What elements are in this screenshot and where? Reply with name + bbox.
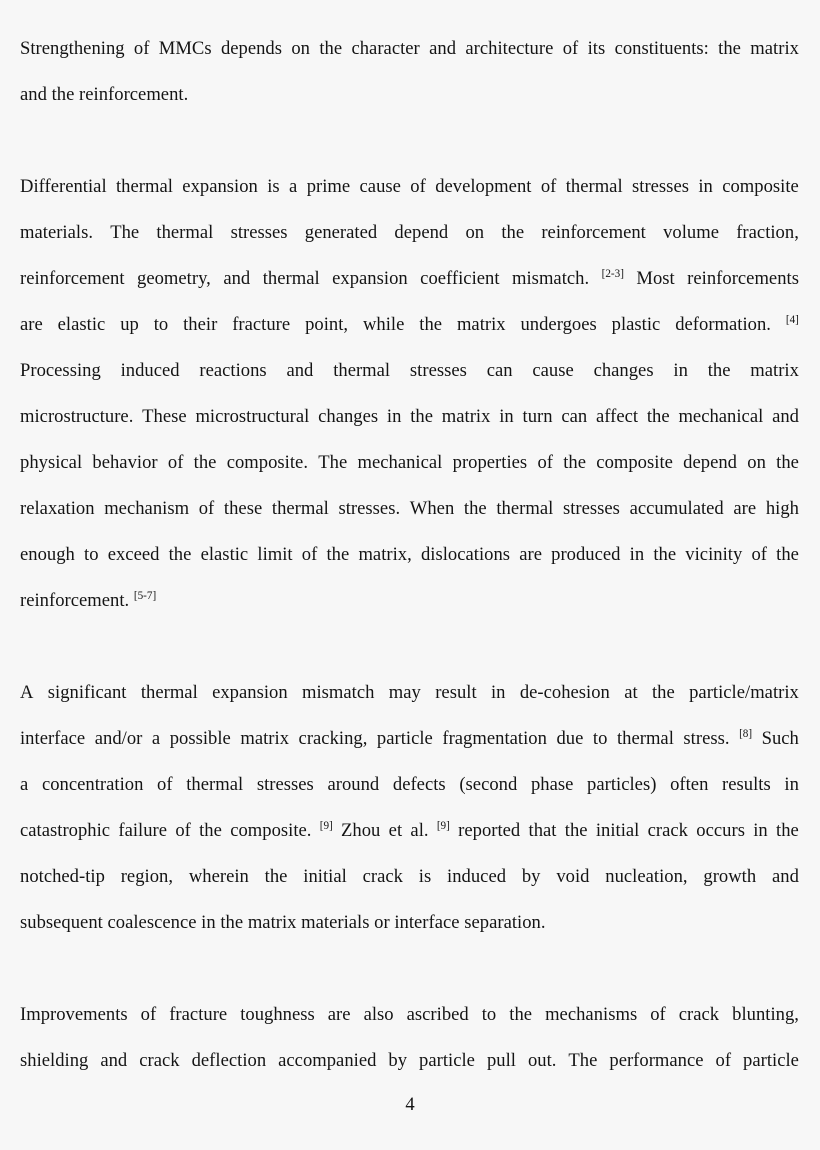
- text-word: generated: [304, 222, 378, 243]
- text-word: volume: [663, 222, 719, 243]
- text-word: particle: [376, 728, 433, 749]
- text-word: thermal: [616, 728, 674, 749]
- text-word: in: [698, 176, 713, 197]
- text-word: thermal: [262, 268, 320, 289]
- text-word: induced: [120, 360, 180, 381]
- text-word: their: [183, 314, 218, 335]
- text-word: reinforcement: [541, 222, 646, 243]
- text-word: of: [198, 498, 215, 519]
- text-word: expansion: [182, 176, 258, 197]
- citation-marker: [5-7]: [133, 589, 157, 602]
- text-word: de-cohesion: [519, 682, 610, 703]
- text-word: crack: [139, 1050, 180, 1071]
- text-word: may: [388, 682, 421, 703]
- text-word: a: [151, 728, 161, 749]
- text-word: and: [223, 268, 251, 289]
- text-word: coefficient: [420, 268, 500, 289]
- text-word: particle: [419, 1050, 475, 1071]
- text-word: to: [153, 314, 169, 335]
- text-line: reinforcement. [5-7]: [20, 589, 157, 611]
- text-word: the: [410, 406, 433, 427]
- text-word: of: [650, 1004, 666, 1025]
- text-word: by: [521, 866, 541, 887]
- text-word: growth: [703, 866, 757, 887]
- text-word: reinforcement: [20, 268, 125, 289]
- text-word: of: [562, 38, 579, 59]
- text-word: properties: [452, 452, 528, 473]
- text-word: at: [624, 682, 638, 703]
- text-line: [20, 496, 799, 522]
- page-number: 4: [405, 1094, 415, 1115]
- text-word: [320, 818, 333, 844]
- text-word: nucleation,: [605, 866, 688, 887]
- text-word: the: [776, 544, 799, 565]
- text-word: the: [193, 452, 217, 473]
- text-word: constituents:: [614, 38, 709, 59]
- text-line: [20, 818, 799, 844]
- text-word: matrix: [750, 38, 799, 59]
- text-line: and the reinforcement.: [20, 84, 189, 105]
- text-word: initial: [303, 866, 347, 887]
- text-word: significant: [47, 682, 127, 703]
- citation-marker: [4]: [785, 313, 799, 326]
- text-word: the: [564, 820, 588, 841]
- text-word: also: [363, 1004, 394, 1025]
- text-word: [786, 312, 799, 338]
- text-word: The: [318, 452, 348, 473]
- text-word: [602, 266, 624, 292]
- text-word: undergoes: [520, 314, 597, 335]
- text-word: while: [362, 314, 405, 335]
- text-word: the: [653, 544, 677, 565]
- text-word: are: [20, 314, 43, 335]
- text-word: accumulated: [629, 498, 724, 519]
- text-word: the: [652, 682, 675, 703]
- text-word: microstructural: [195, 406, 310, 427]
- text-word: the: [319, 38, 343, 59]
- text-word: particles): [587, 774, 657, 795]
- text-word: void: [556, 866, 590, 887]
- text-word: mismatch: [302, 682, 375, 703]
- text-word: The: [568, 1050, 598, 1071]
- text-word: cause: [359, 176, 401, 197]
- text-word: failure: [118, 820, 168, 841]
- text-word: shielding: [20, 1050, 89, 1071]
- text-word: fragmentation: [442, 728, 547, 749]
- text-word: changes: [318, 406, 379, 427]
- text-word: in: [499, 406, 514, 427]
- text-word: Processing: [20, 360, 101, 381]
- text-word: and: [100, 1050, 128, 1071]
- text-word: in: [386, 406, 402, 427]
- text-word: dislocations: [420, 544, 511, 565]
- text-word: prime: [306, 176, 351, 197]
- text-word: cause: [532, 360, 574, 381]
- text-word: [437, 818, 450, 844]
- text-word: Zhou: [341, 820, 381, 841]
- text-word: concentration: [41, 774, 144, 795]
- text-word: elastic: [200, 544, 249, 565]
- text-word: thermal: [333, 360, 391, 381]
- text-word: mechanical: [678, 406, 764, 427]
- text-word: the: [707, 360, 731, 381]
- text-word: to: [592, 728, 608, 749]
- text-line: [20, 864, 799, 890]
- text-word: cracking,: [298, 728, 368, 749]
- text-word: behavior: [92, 452, 158, 473]
- text-word: can: [561, 406, 588, 427]
- text-word: physical: [20, 452, 83, 473]
- text-word: in: [673, 360, 688, 381]
- text-word: depend: [683, 452, 737, 473]
- text-line: [20, 680, 799, 706]
- text-word: on: [747, 452, 766, 473]
- citation-marker: [2-3]: [601, 267, 624, 280]
- text-word: Most: [636, 268, 675, 289]
- text-word: the: [718, 38, 741, 59]
- text-word: of: [410, 176, 426, 197]
- text-word: to: [481, 1004, 497, 1025]
- text-word: thermal: [565, 176, 623, 197]
- text-word: Strengthening: [20, 38, 125, 59]
- citation-marker: [9]: [319, 819, 333, 832]
- text-word: are: [733, 498, 757, 519]
- text-word: is: [418, 866, 432, 887]
- text-word: of: [751, 544, 767, 565]
- text-word: in: [784, 774, 799, 795]
- text-word: crack: [362, 866, 403, 887]
- text-word: to: [84, 544, 99, 565]
- text-word: are: [519, 544, 542, 565]
- text-word: wherein: [188, 866, 249, 887]
- text-line: [20, 542, 799, 568]
- text-word: performance: [609, 1050, 704, 1071]
- text-word: thermal: [271, 498, 329, 519]
- text-word: occurs: [696, 820, 745, 841]
- text-word: microstructure.: [20, 406, 134, 427]
- text-word: the: [776, 452, 799, 473]
- text-word: relaxation: [20, 498, 95, 519]
- text-word: the: [646, 406, 670, 427]
- text-word: due: [556, 728, 584, 749]
- text-word: interface: [20, 728, 86, 749]
- text-line: [20, 1002, 799, 1028]
- text-word: thermal: [140, 682, 198, 703]
- text-word: notched-tip: [20, 866, 105, 887]
- text-line: [20, 312, 799, 338]
- text-word: MMCs: [158, 38, 212, 59]
- text-line: subsequent coalescence in the matrix materials or interface separation.: [20, 912, 546, 933]
- text-word: limit: [257, 544, 293, 565]
- text-line: [20, 404, 799, 430]
- text-word: phase: [530, 774, 574, 795]
- text-word: and: [286, 360, 314, 381]
- text-word: changes: [593, 360, 654, 381]
- text-word: initial: [595, 820, 640, 841]
- text-word: in: [490, 682, 506, 703]
- text-word: vicinity: [685, 544, 743, 565]
- text-line: [20, 36, 799, 62]
- text-word: thermal: [116, 176, 173, 197]
- text-word: on: [465, 222, 485, 243]
- text-word: in: [753, 820, 768, 841]
- text-word: of: [540, 176, 557, 197]
- text-word: ascribed: [406, 1004, 469, 1025]
- text-word: of: [140, 1004, 157, 1025]
- text-word: (second: [459, 774, 518, 795]
- text-word: around: [327, 774, 380, 795]
- text-line: [20, 726, 799, 752]
- text-word: catastrophic: [20, 820, 111, 841]
- text-word: reported: [458, 820, 521, 841]
- text-word: thermal: [186, 774, 244, 795]
- text-word: When: [409, 498, 455, 519]
- text-word: and: [772, 406, 799, 427]
- text-word: the: [509, 1004, 533, 1025]
- text-word: stresses: [256, 774, 314, 795]
- text-word: stresses.: [338, 498, 401, 519]
- text-word: thermal: [156, 222, 214, 243]
- text-word: stresses: [409, 360, 467, 381]
- text-word: often: [670, 774, 709, 795]
- text-word: are: [327, 1004, 351, 1025]
- text-word: particle/matrix: [689, 682, 799, 703]
- text-word: al.: [410, 820, 429, 841]
- text-word: and: [772, 866, 799, 887]
- text-word: fraction,: [736, 222, 799, 243]
- text-word: reinforcements: [687, 268, 799, 289]
- text-word: a: [289, 176, 298, 197]
- text-word: et: [388, 820, 403, 841]
- text-word: can: [486, 360, 513, 381]
- text-line: [20, 174, 799, 200]
- text-line: [20, 772, 799, 798]
- text-word: plastic: [611, 314, 661, 335]
- text-word: fracture: [232, 314, 291, 335]
- text-word: point,: [305, 314, 349, 335]
- text-word: depend: [394, 222, 449, 243]
- text-word: composite.: [226, 452, 308, 473]
- text-word: Such: [761, 728, 799, 749]
- text-word: [739, 726, 752, 752]
- text-word: fracture: [169, 1004, 228, 1025]
- text-word: the: [501, 222, 525, 243]
- text-word: mechanism: [104, 498, 190, 519]
- text-word: character: [351, 38, 420, 59]
- text-word: is: [267, 176, 280, 197]
- text-word: deflection: [191, 1050, 267, 1071]
- citation-marker: [8]: [739, 727, 753, 740]
- text-word: mismatch.: [512, 268, 590, 289]
- text-word: crack: [647, 820, 689, 841]
- text-word: the: [419, 314, 443, 335]
- text-word: composite: [596, 452, 673, 473]
- text-word: up: [120, 314, 139, 335]
- text-word: on: [291, 38, 310, 59]
- text-word: a: [20, 774, 29, 795]
- text-word: the: [264, 866, 288, 887]
- text-word: out.: [527, 1050, 557, 1071]
- text-word: possible: [169, 728, 231, 749]
- text-word: stresses: [230, 222, 288, 243]
- text-word: composite.: [230, 820, 312, 841]
- text-word: of: [133, 38, 150, 59]
- text-word: pull: [486, 1050, 516, 1071]
- text-word: affect: [596, 406, 639, 427]
- text-word: thermal: [496, 498, 554, 519]
- text-word: reactions: [199, 360, 267, 381]
- text-word: in: [629, 544, 645, 565]
- text-word: the: [776, 820, 799, 841]
- text-word: turn: [522, 406, 553, 427]
- text-word: matrix: [441, 406, 491, 427]
- text-word: composite: [722, 176, 799, 197]
- text-line: [20, 358, 799, 384]
- text-word: stresses: [562, 498, 620, 519]
- text-word: that: [528, 820, 557, 841]
- text-word: and/or: [94, 728, 143, 749]
- text-word: expansion: [212, 682, 288, 703]
- text-word: deformation.: [675, 314, 771, 335]
- text-word: the: [168, 544, 192, 565]
- text-word: The: [110, 222, 140, 243]
- text-word: of: [301, 544, 318, 565]
- text-word: these: [223, 498, 263, 519]
- text-word: development: [435, 176, 532, 197]
- text-word: matrix: [240, 728, 290, 749]
- text-word: enough: [20, 544, 75, 565]
- text-word: stress.: [683, 728, 730, 749]
- text-word: geometry,: [137, 268, 211, 289]
- text-word: expansion: [332, 268, 408, 289]
- text-word: architecture: [465, 38, 554, 59]
- text-word: materials.: [20, 222, 93, 243]
- text-word: defects: [392, 774, 446, 795]
- text-word: blunting,: [732, 1004, 799, 1025]
- text-word: mechanical: [357, 452, 443, 473]
- text-word: of: [167, 452, 184, 473]
- text-word: of: [157, 774, 173, 795]
- text-word: exceed: [107, 544, 160, 565]
- text-line: [20, 220, 799, 246]
- text-word: of: [715, 1050, 732, 1071]
- text-word: its: [587, 38, 606, 59]
- text-word: the: [326, 544, 350, 565]
- text-word: of: [175, 820, 191, 841]
- text-word: produced: [551, 544, 621, 565]
- text-word: Improvements: [20, 1004, 128, 1025]
- text-word: elastic: [57, 314, 106, 335]
- text-word: high: [765, 498, 799, 519]
- text-word: depends: [220, 38, 283, 59]
- text-word: accompanied: [278, 1050, 377, 1071]
- text-word: region,: [120, 866, 174, 887]
- text-word: the: [563, 452, 587, 473]
- text-word: and: [429, 38, 457, 59]
- text-line: [20, 450, 799, 476]
- text-word: matrix,: [358, 544, 412, 565]
- text-word: result: [435, 682, 477, 703]
- text-word: stresses: [632, 176, 689, 197]
- text-word: mechanisms: [545, 1004, 638, 1025]
- text-line: [20, 266, 799, 292]
- text-word: toughness: [240, 1004, 315, 1025]
- text-word: induced: [447, 866, 507, 887]
- text-word: crack: [678, 1004, 720, 1025]
- text-word: the: [463, 498, 487, 519]
- text-word: Differential: [20, 176, 107, 197]
- text-word: particle: [743, 1050, 799, 1071]
- text-word: the: [199, 820, 222, 841]
- text-word: results: [722, 774, 771, 795]
- text-word: A: [20, 682, 34, 703]
- text-word: by: [388, 1050, 408, 1071]
- text-word: These: [142, 406, 187, 427]
- text-word: matrix: [750, 360, 799, 381]
- text-line: [20, 1048, 799, 1074]
- text-word: matrix: [456, 314, 506, 335]
- citation-marker: [9]: [436, 819, 450, 832]
- text-word: of: [537, 452, 553, 473]
